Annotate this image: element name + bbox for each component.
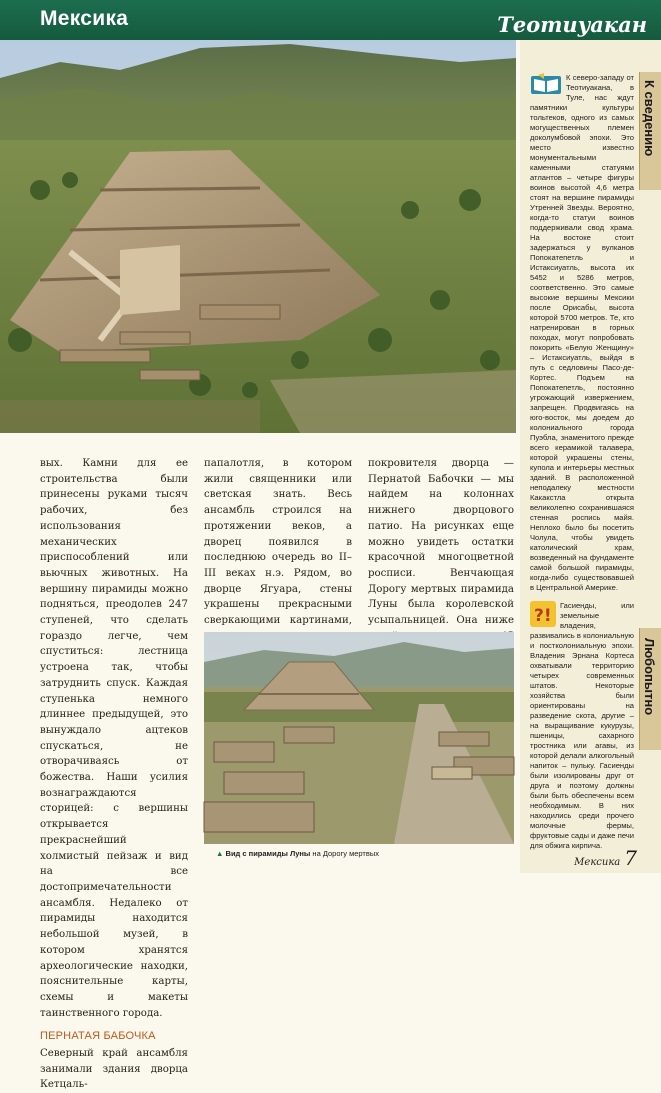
caption-bold: Вид с пирамиды Луны <box>225 849 311 858</box>
curious-text: Гасиенды, или земельные владения, развивались в колониальную и постколониальную эпохи. Владения Эрнана Кортеса охватывали территорию четырех современных штатов. Некоторые хозяйства были ориентированы на разведение скота, другие – на выращивание кукурузы, пшеницы, сахарного тростника или агавы, из которой делали алкогольный напиток – пульку. Гасиенды были изолированы друг от друга и поэтому должны были быть обеспечены всем необходимым. В них находились среди прочего молочные фермы, фруктовые сады и даже печи для обжига кирпича. <box>530 601 634 850</box>
country-title: Мексика <box>40 7 129 30</box>
tab-info-label: К сведению <box>642 80 657 157</box>
caption-rest: на Дорогу мертвых <box>312 849 379 858</box>
page-number: 7 <box>624 846 637 870</box>
article-column-1 <box>40 456 188 1093</box>
curious-block <box>530 601 634 851</box>
footer-name: Мексика <box>574 857 621 868</box>
col3-text: покровителя дворца — Пернатой Бабочки — мы найдем на колоннах нижнего дворцового патио. На рисунках еще можно увидеть остатки красочной многоцветной росписи. Венчающая Дорогу мертвых пирамида Луны была королевской усыпальницей. Она ниже <box>368 458 514 627</box>
col2-text: папалотля, в котором жили священники или светская знать. Весь ансамбль строился на протяжении веков, а дворец появился в последнюю очередь во II–III веках н.э. Рядом, во дворце Ягуара, стены украшены прекрасными сверкающими картинами, <box>204 458 352 627</box>
question-exclamation-icon <box>530 601 560 629</box>
sidebar <box>520 40 661 873</box>
photo-caption <box>216 849 379 858</box>
city-title: Теотиуакан <box>497 12 647 37</box>
avenue-photo <box>204 632 514 844</box>
col1-text: вых. Камни для ее строительства были принесены руками тысяч рабочих, без использования механических приспособлений или вьючных животных. На вершину пирамиды можно подняться, преодолев 247 ступеней, что сделать гораздо легче, чем спуститься: лестница устроена так, чтобы затруднить спуск. Каждая ступенька немного длиннее предыдущей, это вынуждало ацтеков спускаться, не отворачиваясь от божества. Наши усилия вознаграждаются сторицей: с вершины открывается прекраснейший холмистый пейзаж и вид на все достопримечательности ансамбля. Недалеко от пирамиды находится небольшой музей, в котором хранятся археологические находки, пояснительные карты, схемы и макеты таинственного города. <box>40 458 188 1019</box>
info-block <box>530 73 634 593</box>
svg-text:?!: ?! <box>534 606 552 626</box>
header-bar <box>0 0 661 40</box>
info-text: К северо-западу от Теотиуакана, в Туле, нас ждут памятники культуры тольтеков, одного из самых могущественных племен доколумбовой эпохи. Это место известно монументальными каменными статуями атлантов – четыре фигуры воинов высотой 4,6 метра стоят на вершине пирамиды Утренней Звезды. Вероятно, когда-то статуи воинов поддерживали свод храма. На востоке стоит задержаться у вулканов Попокатепетль и Истаксиуатль, высота их 5452 и 5286 метров, соответственно. Это самые высокие вершины Мексики после Орисабы, высота которой 5700 метров. Те, кто натренирован в горных походах, могут попробовать покорить «Белую Женщину» – Истаксиуатль, выйдя в путь с седловины Пасо-де-Кортес. Подъем на Попокатепетль, постоянно угрожающий извержением, запрещен. Продвигаясь на юго-восток, мы доедем до колониального города Пуэбла, знаменитого прежде всего керамикой талавера, которой украшены стены, купола и интерьеры местных зданий. В расположенной неподалеку местности Какакстла открыта великолепно сохранившаяся стенная роспись майя. Неплохо было бы посетить Чолула, чтобы увидеть католический храм, возведенный на фундаменте самой большой пирамиды, когда-либо существовавшей в Центральной Америке. <box>530 73 634 592</box>
tab-curious <box>639 628 661 750</box>
book-icon <box>530 73 566 97</box>
tab-curious-label: Любопытно <box>642 638 657 716</box>
tab-info <box>639 72 661 190</box>
page-footer <box>574 846 637 870</box>
col1-end-text: Северный край ансамбля занимали здания дворца Кетцаль- <box>40 1048 188 1091</box>
section-subhead: ПЕРНАТАЯ БАБОЧКА <box>40 1030 156 1043</box>
caption-triangle-icon: ▲ <box>216 849 224 858</box>
pyramid-photo <box>0 40 516 433</box>
